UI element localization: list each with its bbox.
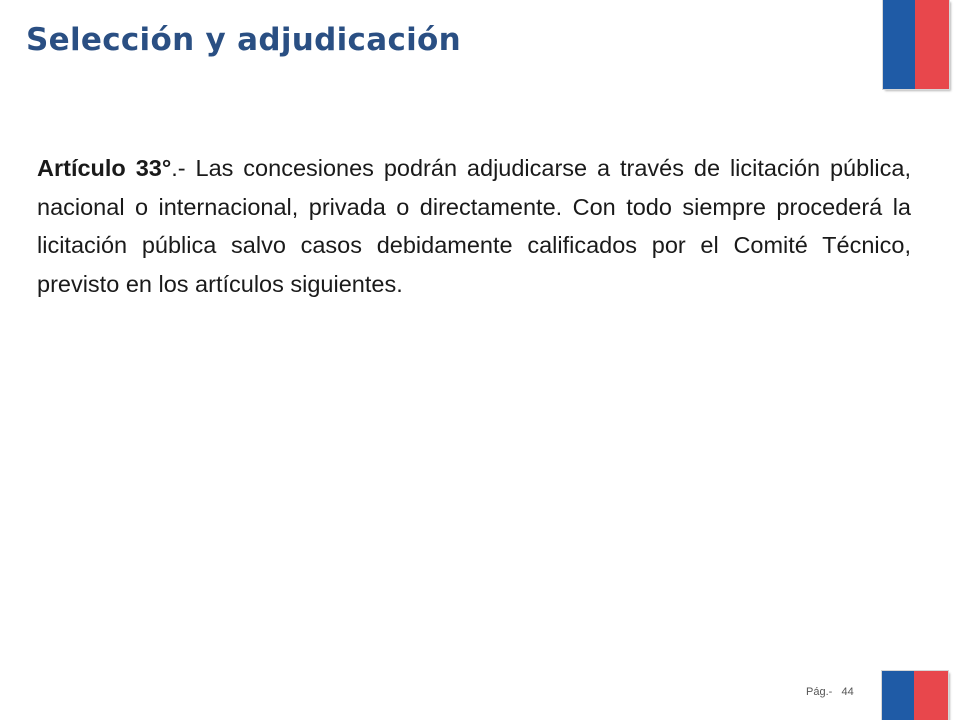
flag-red-stripe bbox=[914, 671, 948, 720]
flag-blue-stripe bbox=[882, 671, 914, 720]
article-paragraph bbox=[37, 149, 911, 303]
flag-decoration-bottom bbox=[882, 671, 948, 720]
slide-title: Selección y adjudicación bbox=[26, 22, 462, 58]
flag-decoration-top bbox=[883, 0, 949, 89]
article-body: .- Las concesiones podrán adjudicarse a través de licitación pública, nacional o internacional, privada o directamente. Con todo siempre procederá la licitación pública salvo casos debidamente calificados por el Comité Técnico, previsto en los artículos siguientes. bbox=[37, 155, 911, 297]
flag-blue-stripe bbox=[883, 0, 915, 89]
page-label: Pág.- bbox=[806, 686, 833, 698]
page-number-value: 44 bbox=[841, 686, 854, 698]
flag-red-stripe bbox=[915, 0, 949, 89]
page-number bbox=[806, 686, 854, 698]
article-heading: Artículo 33° bbox=[37, 155, 172, 181]
